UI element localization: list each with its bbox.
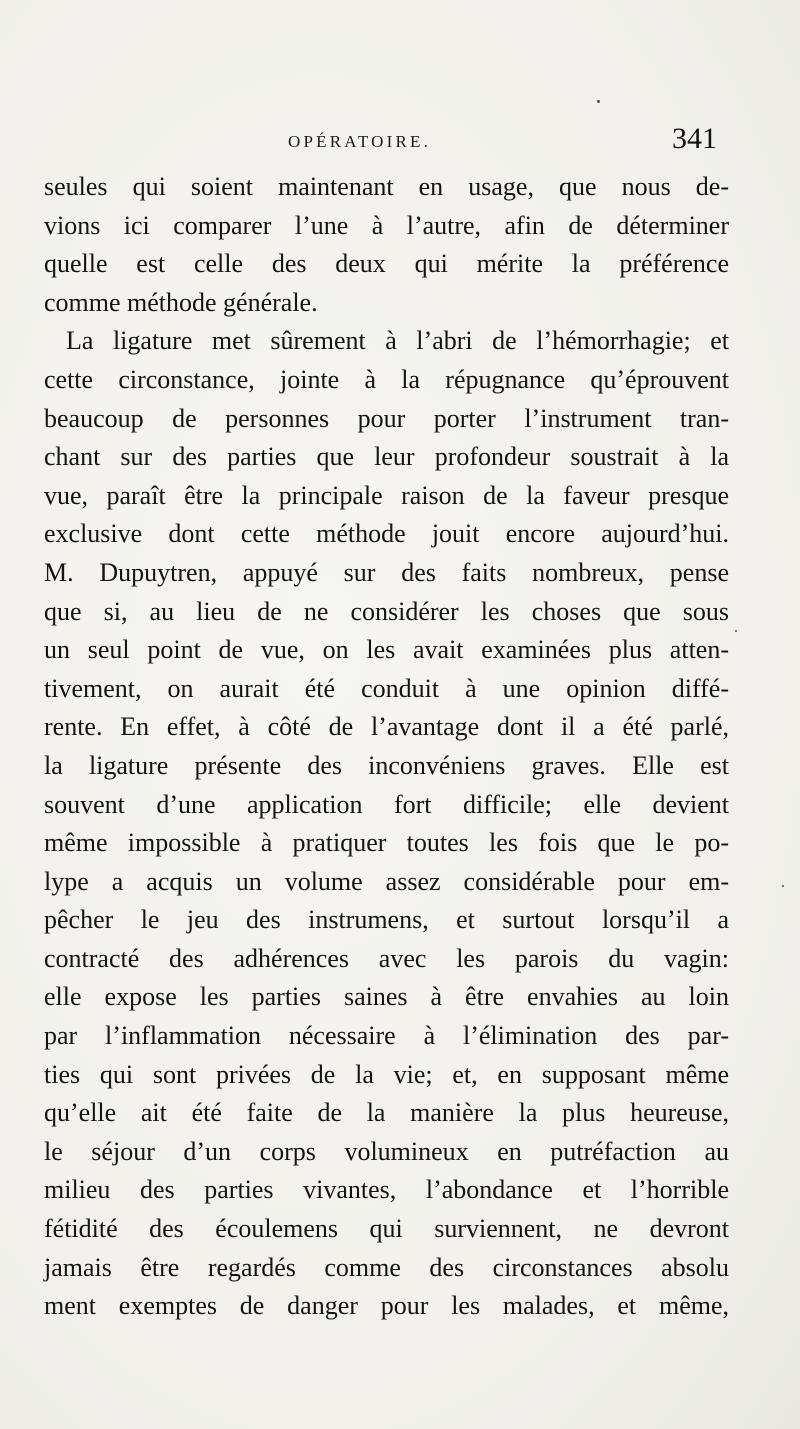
text-line: ties qui sont privées de la vie; et, en supposant même [44, 1059, 729, 1089]
text-line: pêcher le jeu des instrumens, et surtout lorsqu’il a [44, 905, 729, 935]
body-text [44, 168, 729, 1326]
paragraph-start-line: La ligature met sûrement à l’abri de l’hémorrhagie; et [66, 326, 729, 356]
scan-speck [782, 885, 784, 887]
text-line: la ligature présente des inconvéniens graves. Elle est [44, 750, 729, 780]
text-line: fétidité des écoulemens qui surviennent, ne devront [44, 1214, 729, 1244]
text-line: beaucoup de personnes pour porter l’instrument tran- [44, 403, 729, 433]
text-line: jamais être regardés comme des circonstances absolu [44, 1252, 729, 1282]
text-line: chant sur des parties que leur profondeur soustrait à la [44, 442, 729, 472]
text-line: vions ici comparer l’une à l’autre, afin de déterminer [44, 210, 729, 240]
text-line: vue, paraît être la principale raison de la faveur presque [44, 480, 729, 510]
text-line: même impossible à pratiquer toutes les fois que le po- [44, 828, 729, 858]
text-line: le séjour d’un corps volumineux en putréfaction au [44, 1136, 729, 1166]
running-head: OPÉRATOIRE. [288, 132, 432, 151]
text-line: rente. En effet, à côté de l’avantage dont il a été parlé, [44, 712, 729, 742]
page-header [0, 122, 800, 162]
text-line: quelle est celle des deux qui mérite la préférence [44, 249, 729, 279]
text-line: lype a acquis un volume assez considérable pour em- [44, 866, 729, 896]
text-line: un seul point de vue, on les avait examinées plus atten- [44, 635, 729, 665]
text-line: tivement, on aurait été conduit à une opinion diffé- [44, 673, 729, 703]
text-line: contracté des adhérences avec les parois du vagin: [44, 943, 729, 973]
text-line: qu’elle ait été faite de la manière la plus heureuse, [44, 1098, 729, 1128]
text-line: milieu des parties vivantes, l’abondance et l’horrible [44, 1175, 729, 1205]
text-line: que si, au lieu de ne considérer les choses que sous [44, 596, 729, 626]
text-line: souvent d’une application fort difficile; elle devient [44, 789, 729, 819]
text-line: seules qui soient maintenant en usage, que nous de- [44, 172, 729, 201]
page-number: 341 [672, 122, 717, 155]
text-line: ment exemptes de danger pour les malades, et même, [44, 1291, 729, 1321]
text-line: par l’inflammation nécessaire à l’élimination des par- [44, 1021, 729, 1051]
scan-speck [735, 630, 737, 632]
text-line: comme méthode générale. [44, 287, 318, 317]
text-line: cette circonstance, jointe à la répugnance qu’éprouvent [44, 364, 729, 394]
text-line: exclusive dont cette méthode jouit encore aujourd’hui. [44, 519, 729, 549]
text-line: elle expose les parties saines à être envahies au loin [44, 982, 729, 1012]
text-line: M. Dupuytren, appuyé sur des faits nombreux, pense [44, 557, 729, 587]
scan-speck [597, 100, 600, 103]
